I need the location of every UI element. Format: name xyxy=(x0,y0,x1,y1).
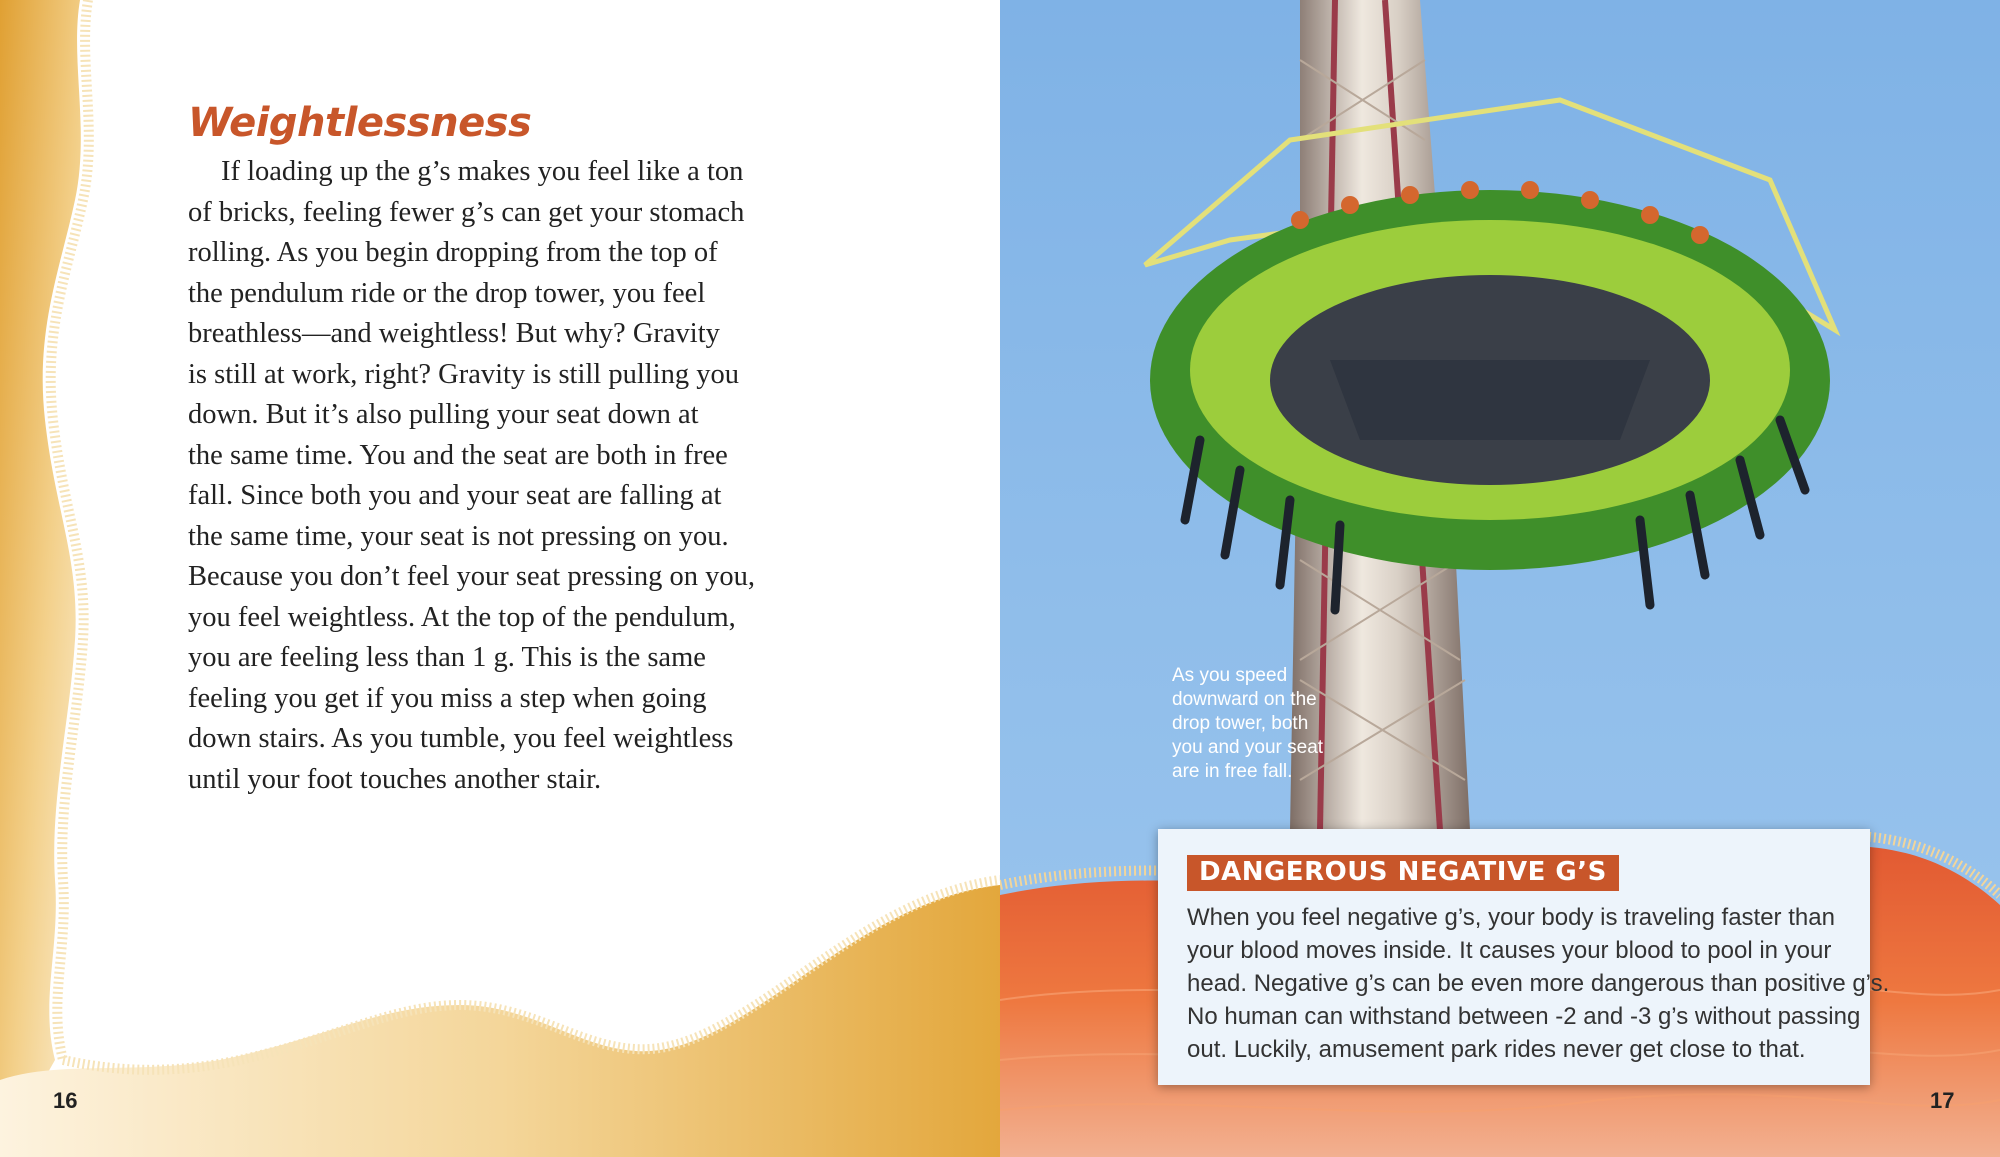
page-number-right: 17 xyxy=(1930,1088,1955,1113)
caption-line: are in free fall. xyxy=(1172,761,1293,782)
right-page xyxy=(1000,0,2000,1157)
caption-line: drop tower, both xyxy=(1172,713,1309,734)
body-line: Because you don’t feel your seat pressing on you, xyxy=(188,561,755,592)
body-line: is still at work, right? Gravity is still pulling you xyxy=(188,358,739,390)
sidebar-title: DANGEROUS NEGATIVE G’S xyxy=(1187,855,1619,891)
body-line: of bricks, feeling fewer g’s can get your stomach xyxy=(188,196,745,228)
body-line: rolling. As you begin dropping from the top of xyxy=(188,237,718,268)
body-line: until your foot touches another stair. xyxy=(188,763,602,795)
body-line: down. But it’s also pulling your seat down at xyxy=(188,399,699,430)
sidebar-line: out. Luckily, amusement park rides never get close to that. xyxy=(1187,1036,1806,1063)
body-line: breathless—and weightless! But why? Gravity xyxy=(188,318,720,349)
body-line: you are feeling less than 1 g. This is the same xyxy=(188,642,706,673)
page-number-left: 16 xyxy=(53,1088,78,1113)
caption-line: downward on the xyxy=(1172,689,1317,710)
sidebar-line: When you feel negative g’s, your body is traveling faster than xyxy=(1187,904,1835,931)
sidebar-line: your blood moves inside. It causes your blood to pool in your xyxy=(1187,937,1832,964)
photo-caption xyxy=(1172,664,1352,784)
sidebar-text xyxy=(1187,901,1890,1066)
sidebar-line: head. Negative g’s can be even more dangerous than positive g’s. xyxy=(1187,970,1890,997)
sidebar-line: No human can withstand between -2 and -3 g’s without passing xyxy=(1187,1003,1861,1030)
body-line: you feel weightless. At the top of the pendulum, xyxy=(188,601,736,633)
body-line: the same time, your seat is not pressing on you. xyxy=(188,520,729,552)
body-line: the pendulum ride or the drop tower, you feel xyxy=(188,277,706,309)
caption-line: As you speed xyxy=(1172,665,1288,686)
body-line: fall. Since both you and your seat are falling at xyxy=(188,480,722,511)
sidebar-box xyxy=(1158,829,1890,1085)
body-line: If loading up the g’s makes you feel like a ton xyxy=(221,156,744,187)
caption-line: you and your seat xyxy=(1172,737,1324,758)
section-heading: Weightlessness xyxy=(188,100,532,146)
body-line: down stairs. As you tumble, you feel weightless xyxy=(188,723,734,754)
body-line: the same time. You and the seat are both in free xyxy=(188,439,728,471)
body-paragraph xyxy=(188,152,808,800)
body-line: feeling you get if you miss a step when going xyxy=(188,682,707,714)
